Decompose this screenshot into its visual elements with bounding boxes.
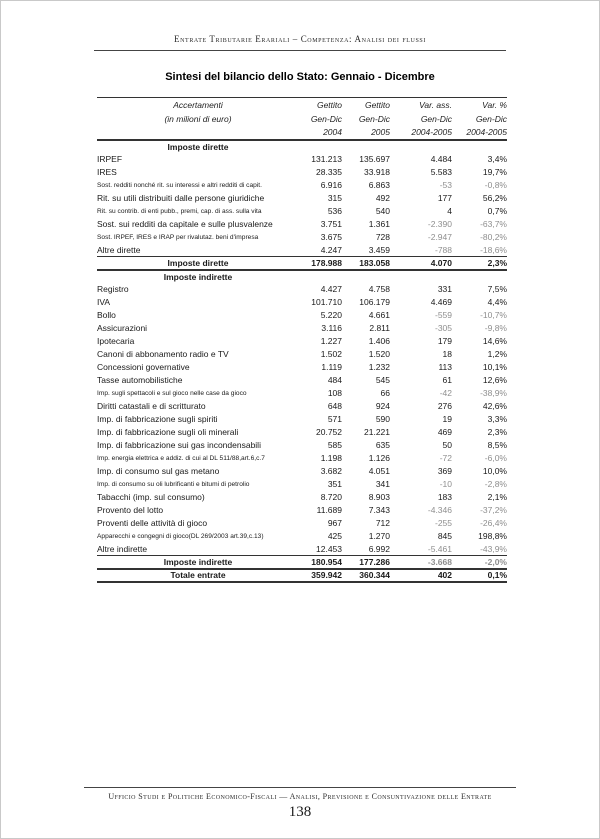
value-gettito-2005 <box>342 270 390 283</box>
value-gettito-2004: 6.916 <box>320 180 342 190</box>
value-var-pct: -2,8% <box>484 479 507 489</box>
col-header-gettito-2005: Gettito <box>364 99 390 110</box>
row-label: Totale entrate <box>170 570 226 580</box>
value-gettito-2004: 1.502 <box>320 349 342 359</box>
value-gettito-2005: 712 <box>375 518 390 528</box>
row-label: IVA <box>97 297 111 307</box>
value-gettito-2004: 131.213 <box>311 154 342 164</box>
value-var-ass: 177 <box>437 193 452 203</box>
table-row <box>97 322 507 335</box>
value-var-ass: -305 <box>434 323 452 333</box>
value-var-pct: -37,2% <box>480 505 507 515</box>
table-row <box>97 283 507 296</box>
table-row <box>97 192 507 205</box>
col-header-var-pct: Var. % <box>482 99 507 110</box>
running-header-text: Entrate Tributarie Erariali – Competenza: Analisi dei flussi <box>174 34 426 44</box>
value-gettito-2004: 178.988 <box>311 257 342 268</box>
table-row <box>97 556 507 569</box>
table-row <box>97 140 507 153</box>
table-row <box>97 335 507 348</box>
value-gettito-2005: 6.992 <box>368 543 390 554</box>
value-var-pct: 0,7% <box>487 206 507 216</box>
value-gettito-2004: 1.198 <box>320 453 342 463</box>
value-gettito-2004: 8.720 <box>320 492 342 502</box>
table-row <box>97 491 507 504</box>
footer-text: Ufficio Studi e Politiche Economico-Fiscali — Analisi, Previsione e Consuntivazione delle Entrate <box>108 792 492 801</box>
value-gettito-2005: 1.406 <box>368 336 390 346</box>
value-var-pct: 42,6% <box>482 401 507 411</box>
value-var-ass: -559 <box>434 310 452 320</box>
value-gettito-2005: 492 <box>375 193 390 203</box>
value-var-pct: 19,7% <box>482 167 507 177</box>
col-subheader-period-3: Gen-Dic <box>420 113 452 124</box>
value-gettito-2004 <box>299 140 342 153</box>
value-var-ass: 19 <box>442 414 452 424</box>
table-row <box>97 296 507 309</box>
value-var-ass: 61 <box>442 375 452 385</box>
value-gettito-2004: 4.427 <box>320 284 342 294</box>
value-var-ass: -53 <box>439 180 452 190</box>
value-gettito-2004: 20.752 <box>316 427 342 437</box>
table-row <box>97 504 507 517</box>
value-gettito-2005: 1.126 <box>368 453 390 463</box>
document-footer <box>1 787 599 821</box>
value-gettito-2004: 101.710 <box>311 297 342 307</box>
value-var-pct: -2,0% <box>484 556 507 567</box>
row-label: Imposte indirette <box>163 556 233 567</box>
footer-rule <box>84 787 516 788</box>
col-subheader-years-2: 2004-2005 <box>466 127 507 137</box>
value-var-pct: 8,5% <box>487 440 507 450</box>
value-gettito-2004: 536 <box>327 206 342 216</box>
col-subheader-period-2: Gen-Dic <box>358 113 390 124</box>
value-gettito-2004: 484 <box>327 375 342 385</box>
table-row <box>97 179 507 192</box>
row-label: Assicurazioni <box>97 323 148 333</box>
value-var-pct: 2,1% <box>487 492 507 502</box>
row-label: Altre dirette <box>97 244 141 255</box>
value-var-pct: 3,3% <box>487 414 507 424</box>
table-row <box>97 374 507 387</box>
value-gettito-2005: 183.058 <box>359 257 390 268</box>
document-header <box>1 1 599 51</box>
value-var-ass: 18 <box>442 349 452 359</box>
table-body <box>97 140 507 582</box>
value-var-ass: 469 <box>437 427 452 437</box>
table-row <box>97 439 507 452</box>
value-gettito-2004: 180.954 <box>311 556 342 567</box>
value-var-ass: -4.346 <box>427 505 452 515</box>
col-header-accertamenti: Accertamenti <box>173 99 223 110</box>
value-var-ass: 50 <box>442 440 452 450</box>
value-gettito-2005: 33.918 <box>364 167 390 177</box>
table-row <box>97 153 507 166</box>
table-row <box>97 270 507 283</box>
value-var-pct: -18,6% <box>480 244 507 255</box>
row-label: Apparecchi e congegni di gioco(DL 269/2003 art.39,c.13) <box>97 532 264 540</box>
value-gettito-2004: 108 <box>327 388 342 398</box>
value-gettito-2004: 3.116 <box>321 323 342 333</box>
table-row <box>97 426 507 439</box>
value-var-pct: 3,4% <box>487 154 507 164</box>
table-row <box>97 517 507 530</box>
value-var-pct: -80,2% <box>480 232 507 242</box>
value-var-pct: -26,4% <box>480 518 507 528</box>
col-subheader-year-2005: 2005 <box>371 127 390 137</box>
value-gettito-2004: 359.942 <box>311 570 342 580</box>
row-label: Imp. di fabbricazione sugli spiriti <box>97 414 218 424</box>
value-var-pct: 1,2% <box>487 349 507 359</box>
value-var-ass: 4.484 <box>430 154 452 164</box>
row-label: Imposte dirette <box>167 141 229 152</box>
table-row <box>97 218 507 231</box>
row-label: Sost. redditi nonché rit. su interessi e altri redditi di capit. <box>97 181 262 189</box>
value-var-ass <box>390 140 452 153</box>
table-row <box>97 465 507 478</box>
value-gettito-2004: 585 <box>327 440 342 450</box>
value-gettito-2005: 728 <box>375 232 390 242</box>
value-var-pct: -0,8% <box>484 180 507 190</box>
value-gettito-2004: 425 <box>327 531 342 541</box>
value-var-ass: -3.668 <box>427 556 452 567</box>
value-var-ass: 276 <box>437 401 452 411</box>
value-gettito-2004: 967 <box>327 518 342 528</box>
value-gettito-2005: 4.661 <box>368 310 390 320</box>
table-row <box>97 400 507 413</box>
value-gettito-2005: 177.286 <box>359 556 390 567</box>
value-var-ass: 179 <box>437 336 452 346</box>
value-gettito-2004: 28.335 <box>316 167 342 177</box>
row-label: Imp. di consumo su oli lubrificanti e bitumi di petrolio <box>97 480 250 488</box>
value-var-ass: -2.390 <box>427 219 452 229</box>
value-gettito-2005: 8.903 <box>368 492 390 502</box>
value-gettito-2005: 924 <box>375 401 390 411</box>
value-var-pct: 10,0% <box>482 466 507 476</box>
value-gettito-2004: 351 <box>327 479 342 489</box>
row-label: Sost. IRPEF, IRES e IRAP per rivalutaz. beni d'impresa <box>97 233 259 241</box>
value-gettito-2005: 360.344 <box>359 570 390 580</box>
value-gettito-2004: 3.751 <box>320 219 342 229</box>
value-gettito-2005: 590 <box>375 414 390 424</box>
value-var-pct: 14,6% <box>482 336 507 346</box>
table-row <box>97 348 507 361</box>
value-var-ass: -255 <box>434 518 452 528</box>
table-header <box>97 98 507 140</box>
col-subheader-year-2004: 2004 <box>323 127 342 137</box>
value-var-ass: -5.461 <box>427 543 452 554</box>
value-var-ass: -72 <box>439 453 452 463</box>
row-label: Altre indirette <box>97 543 148 554</box>
value-var-ass <box>390 270 452 283</box>
col-header-gettito-2004: Gettito <box>316 99 342 110</box>
row-label: Bollo <box>97 310 116 320</box>
value-gettito-2005: 635 <box>375 440 390 450</box>
page-title: Sintesi del bilancio dello Stato: Gennaio - Dicembre <box>165 71 435 83</box>
col-subheader-years-1: 2004-2005 <box>411 127 452 137</box>
table-row <box>97 387 507 400</box>
table-row <box>97 413 507 426</box>
row-label: Imp. di consumo sul gas metano <box>97 466 220 476</box>
value-var-ass: 331 <box>437 284 452 294</box>
row-label: Diritti catastali e di scritturato <box>97 401 206 411</box>
value-gettito-2005: 7.343 <box>368 505 390 515</box>
row-label: Concessioni governative <box>97 362 190 372</box>
value-gettito-2005: 21.221 <box>364 427 390 437</box>
col-subheader-period-1: Gen-Dic <box>310 113 342 124</box>
table-row <box>97 231 507 244</box>
value-gettito-2004: 5.220 <box>320 310 342 320</box>
col-subheader-period-4: Gen-Dic <box>475 113 507 124</box>
row-label: Imposte dirette <box>167 257 229 268</box>
row-label: Imp. sugli spettacoli e sul gioco nelle case da gioco <box>97 389 247 397</box>
value-gettito-2004: 1.119 <box>321 362 342 372</box>
value-var-pct: 56,2% <box>482 193 507 203</box>
table-row <box>97 309 507 322</box>
value-gettito-2005: 341 <box>375 479 390 489</box>
value-var-ass: -42 <box>439 388 452 398</box>
value-var-pct: 198,8% <box>478 531 507 541</box>
value-var-pct: -9,8% <box>484 323 507 333</box>
row-label: Ipotecaria <box>97 336 135 346</box>
value-gettito-2005: 1.232 <box>368 362 390 372</box>
value-gettito-2005: 1.520 <box>368 349 390 359</box>
table-row <box>97 530 507 543</box>
summary-table <box>97 97 507 583</box>
value-gettito-2005: 545 <box>375 375 390 385</box>
value-gettito-2004: 571 <box>327 414 342 424</box>
value-gettito-2004: 1.227 <box>320 336 342 346</box>
value-var-ass: 183 <box>437 492 452 502</box>
col-subheader-blank <box>97 126 299 140</box>
value-var-pct: -63,7% <box>480 219 507 229</box>
col-subheader-unit: (in milioni di euro) <box>164 113 232 124</box>
table-row <box>97 205 507 218</box>
table-row <box>97 244 507 257</box>
value-var-pct: 2,3% <box>487 257 507 268</box>
table-row <box>97 452 507 465</box>
value-gettito-2004: 11.689 <box>316 505 342 515</box>
value-gettito-2005: 1.361 <box>368 219 390 229</box>
value-var-ass: 402 <box>437 570 452 580</box>
value-gettito-2004: 3.682 <box>320 466 342 476</box>
value-var-pct: -43,9% <box>480 543 507 554</box>
value-gettito-2004: 3.675 <box>320 232 342 242</box>
value-var-ass: 845 <box>437 531 452 541</box>
table-row <box>97 361 507 374</box>
value-var-pct: 12,6% <box>482 375 507 385</box>
value-gettito-2005: 66 <box>380 388 390 398</box>
col-header-var-ass: Var. ass. <box>419 99 452 110</box>
value-gettito-2005: 6.863 <box>368 180 390 190</box>
value-gettito-2005: 106.179 <box>359 297 390 307</box>
value-var-pct: -38,9% <box>480 388 507 398</box>
value-var-ass: -2.947 <box>427 232 452 242</box>
row-label: Registro <box>97 284 129 294</box>
row-label: IRPEF <box>97 154 123 164</box>
value-gettito-2004 <box>299 270 342 283</box>
value-gettito-2005: 1.270 <box>368 531 390 541</box>
row-label: Imp. di fabbricazione sui gas incondensabili <box>97 440 261 450</box>
row-label: Canoni di abbonamento radio e TV <box>97 349 229 359</box>
value-var-ass: 4.469 <box>430 297 452 307</box>
row-label: Proventi delle attività di gioco <box>97 518 208 528</box>
row-label: Imp. energia elettrica e addiz. di cui al DL 511/88,art.6,c.7 <box>97 454 265 462</box>
value-var-pct: -6,0% <box>484 453 507 463</box>
value-var-ass: -10 <box>439 479 452 489</box>
row-label: Rit. su contrib. di enti pubb., premi, cap. di ass. sulla vita <box>97 207 262 215</box>
value-gettito-2005: 540 <box>375 206 390 216</box>
row-label: IRES <box>97 167 117 177</box>
value-gettito-2005: 4.051 <box>368 466 390 476</box>
value-var-pct: 4,4% <box>487 297 507 307</box>
value-gettito-2004: 12.453 <box>316 543 342 554</box>
value-gettito-2005 <box>342 140 390 153</box>
row-label: Tabacchi (imp. sul consumo) <box>97 492 205 502</box>
table-row <box>97 478 507 491</box>
value-var-ass: 113 <box>438 362 452 372</box>
row-label: Tasse automobilistiche <box>97 375 183 385</box>
value-var-pct: 10,1% <box>482 362 507 372</box>
value-var-pct: -10,7% <box>480 310 507 320</box>
value-var-pct: 0,1% <box>487 570 507 580</box>
value-gettito-2005: 135.697 <box>359 154 390 164</box>
value-gettito-2004: 4.247 <box>320 244 342 255</box>
table-row <box>97 543 507 556</box>
value-var-ass: 4 <box>447 206 452 216</box>
value-gettito-2005: 4.758 <box>368 284 390 294</box>
value-var-pct: 7,5% <box>487 284 507 294</box>
row-label: Imp. di fabbricazione sugli oli minerali <box>97 427 239 437</box>
row-label: Provento del lotto <box>97 505 164 515</box>
value-gettito-2004: 648 <box>327 401 342 411</box>
value-var-ass: -788 <box>434 244 452 255</box>
value-var-ass: 369 <box>437 466 452 476</box>
page-number: 138 <box>288 804 312 820</box>
value-var-ass: 5.583 <box>430 167 452 177</box>
value-var-pct <box>452 140 507 153</box>
table-row <box>97 257 507 270</box>
header-rule <box>94 50 506 51</box>
value-var-ass: 4.070 <box>430 257 452 268</box>
value-gettito-2005: 2.811 <box>369 323 390 333</box>
value-gettito-2004: 315 <box>327 193 342 203</box>
value-gettito-2005: 3.459 <box>368 244 390 255</box>
table-row <box>97 166 507 179</box>
row-label: Rit. su utili distribuiti dalle persone giuridiche <box>97 193 265 203</box>
table-row <box>97 569 507 582</box>
value-var-pct: 2,3% <box>487 427 507 437</box>
row-label: Sost. sui redditi da capitale e sulle plusvalenze <box>97 219 273 229</box>
row-label: Imposte indirette <box>163 271 233 282</box>
value-var-pct <box>452 270 507 283</box>
